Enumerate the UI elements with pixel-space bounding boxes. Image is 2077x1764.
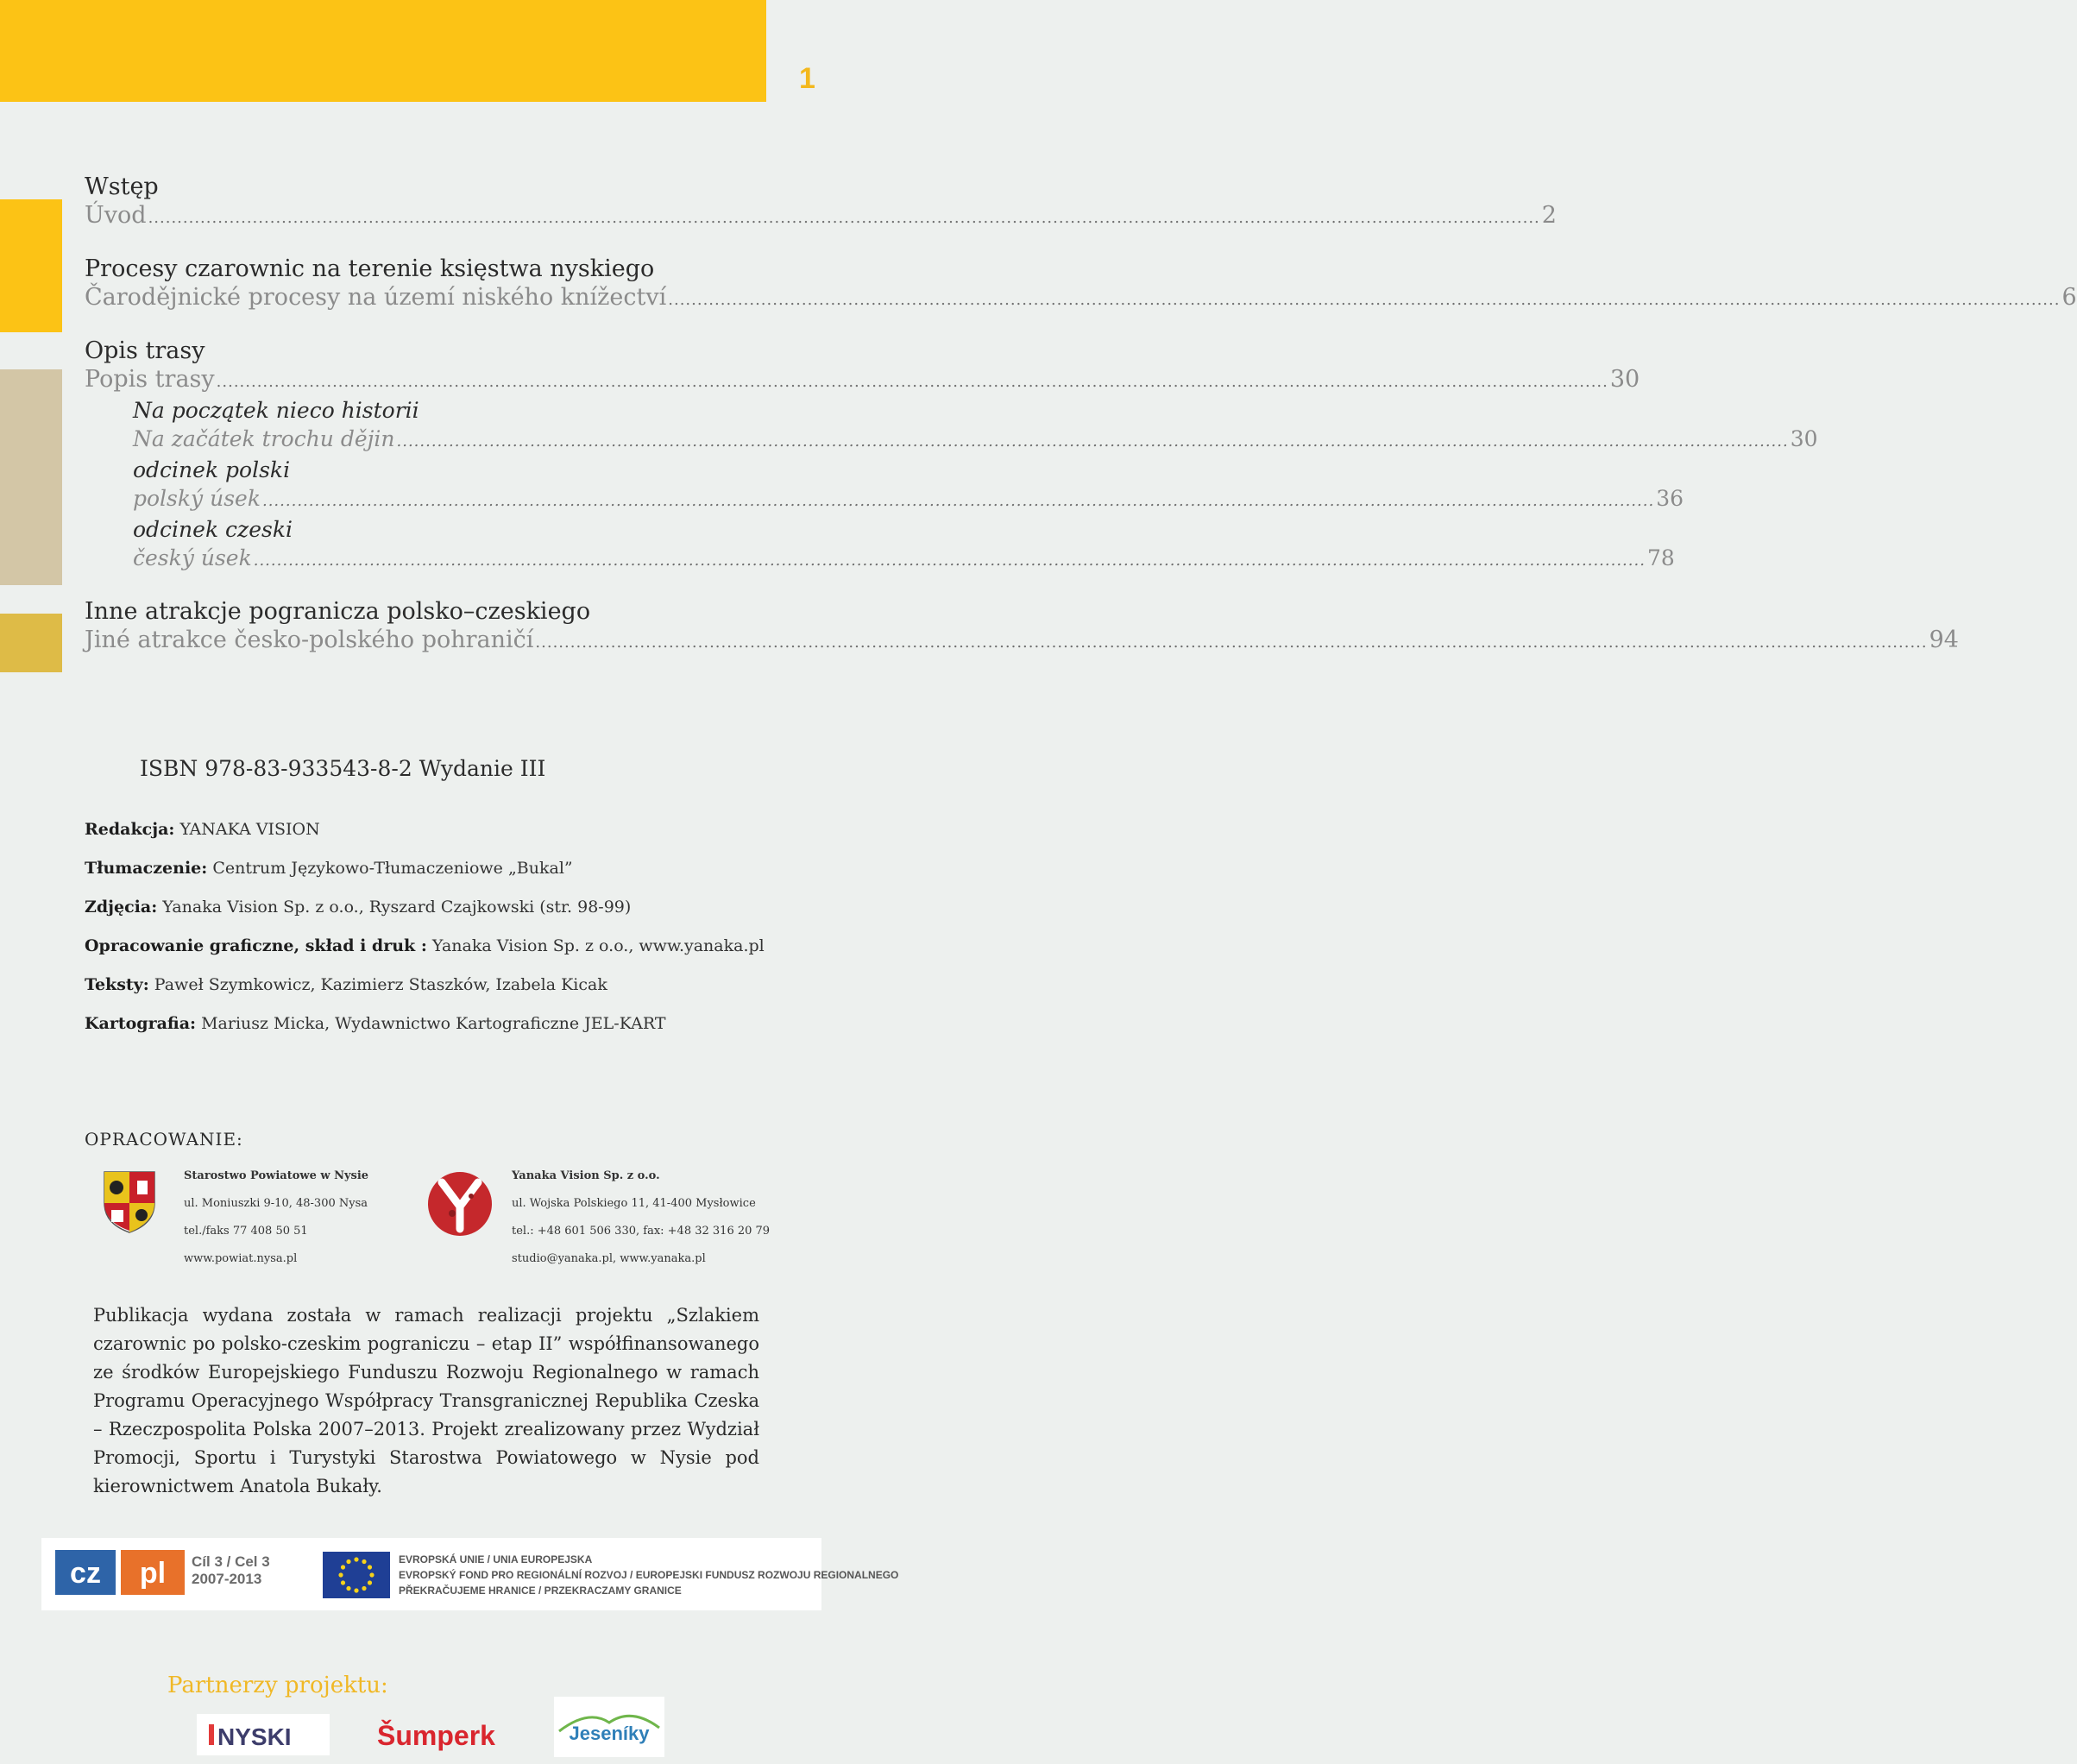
partner-name: Starostwo Powiatowe w Nysie <box>184 1169 369 1182</box>
toc-subentry[interactable] <box>133 515 1675 575</box>
coat-of-arms-icon <box>101 1169 158 1234</box>
czpl-logo-pl: pl <box>139 1557 167 1590</box>
toc-title-pl: Wstęp <box>85 173 159 200</box>
toc-page: 36 <box>1656 486 1684 511</box>
toc-subtitle-cz-row <box>133 425 1818 456</box>
partner-yanaka <box>512 1162 770 1273</box>
partner-phone: tel./faks 77 408 50 51 <box>184 1225 308 1238</box>
toc-page: 78 <box>1646 545 1675 570</box>
cil-line: Cíl 3 / Cel 3 <box>192 1553 270 1570</box>
toc-title-pl: Inne atrakcje pogranicza polsko–czeskiego <box>85 598 591 625</box>
toc-subentry[interactable] <box>133 456 1684 515</box>
credit-value: Centrum Językowo-Tłumaczeniowe „Bukal” <box>212 859 573 878</box>
toc-leader <box>217 368 1608 396</box>
credit-row <box>85 855 775 894</box>
toc-entry[interactable] <box>85 173 1557 232</box>
toc-subtitle-pl: odcinek czeski <box>133 517 293 542</box>
partner-address: ul. Moniuszki 9-10, 48-300 Nysa <box>184 1197 368 1210</box>
partner-starostwo <box>184 1162 368 1273</box>
toc-page: 30 <box>1609 366 1640 393</box>
publication-note: Publikacja wydana została w ramach realizacji projektu „Szlakiem czarownic po polsko-czeskim pograniczu – etap II” współfinansowanego ze środków Europejskiego Funduszu Rozwoju Regionalnego w ramach Programu Operacyjnego Współpracy Transgranicznej Republika Czeska – Rzeczpospolita Polska 2007–2013. Projekt zrealizowany przez Wydział Promocji, Sportu i Turystyki Starostwa Powiatowego w Nysie pod kierownictwem Anatola Bukały. <box>93 1305 759 1496</box>
toc-leader <box>254 546 1646 575</box>
isbn-line: ISBN 978-83-933543-8-2 Wydanie III <box>140 756 546 781</box>
toc-title-cz-row <box>85 283 2077 314</box>
credits-list <box>85 816 775 1049</box>
toc-title-cz: Čarodějnické procesy na území niského knížectví <box>85 284 667 311</box>
credit-value: Paweł Szymkowicz, Kazimierz Staszków, Izabela Kicak <box>154 975 607 994</box>
sumperk-logo-icon <box>375 1714 496 1755</box>
partner-phone: tel.: +48 601 506 330, fax: +48 32 316 20 79 <box>512 1225 771 1238</box>
powiat-nyski-logo-icon <box>197 1714 330 1755</box>
credit-row <box>85 894 775 933</box>
toc-subtitle-cz: Na začátek trochu dějin <box>133 426 395 451</box>
table-of-contents <box>85 173 2077 679</box>
toc-subtitle-cz: polský úsek <box>133 486 261 511</box>
partner-name: Yanaka Vision Sp. z o.o. <box>512 1169 660 1182</box>
eu-flag-icon <box>323 1552 390 1598</box>
jeseniky-logo-text: Jeseníky <box>569 1723 650 1744</box>
toc-subtitle-pl: Na początek nieco historii <box>133 398 419 423</box>
toc-subtitle-cz-row <box>133 544 1675 575</box>
cil-years: 2007-2013 <box>192 1571 262 1587</box>
side-color-block-beige <box>0 369 62 585</box>
toc-title-cz-row <box>85 626 1959 657</box>
nyski-logo-text: NYSKI <box>217 1723 292 1750</box>
toc-leader <box>148 204 1540 232</box>
toc-subtitle-cz: český úsek <box>133 545 252 570</box>
toc-leader <box>535 628 1927 657</box>
toc-subtitle-cz-row <box>133 484 1684 515</box>
toc-title-cz-row <box>85 365 1640 396</box>
toc-title-cz: Jiné atrakce česko-polského pohraničí <box>85 627 534 653</box>
czpl-logo-cz: cz <box>70 1557 101 1590</box>
toc-leader <box>397 427 1789 456</box>
credit-label: Kartografia: <box>85 1014 197 1033</box>
credit-value: YANAKA VISION <box>179 820 320 839</box>
top-color-bar <box>0 0 766 102</box>
opracowanie-heading: OPRACOWANIE: <box>85 1129 243 1150</box>
side-color-block-mustard <box>0 614 62 672</box>
credit-row <box>85 1011 775 1049</box>
page-number: 1 <box>799 62 815 95</box>
partner-website[interactable]: studio@yanaka.pl, www.yanaka.pl <box>512 1252 706 1265</box>
credit-value: Yanaka Vision Sp. z o.o., www.yanaka.pl <box>431 936 765 955</box>
toc-entry[interactable] <box>85 255 2077 314</box>
toc-leader <box>668 286 2060 314</box>
toc-page: 6 <box>2061 284 2077 311</box>
jeseniky-logo-icon <box>554 1697 664 1757</box>
cil-label <box>192 1553 270 1588</box>
toc-page: 2 <box>1541 202 1557 229</box>
toc-entry[interactable] <box>85 337 1640 396</box>
toc-title-cz-row <box>85 201 1557 232</box>
toc-title-pl: Procesy czarownic na terenie księstwa nyskiego <box>85 255 655 282</box>
credit-label: Tłumaczenie: <box>85 859 208 878</box>
toc-title-cz: Úvod <box>85 202 147 229</box>
toc-entry[interactable] <box>85 597 1959 657</box>
credit-label: Zdjęcia: <box>85 898 158 917</box>
toc-subtitle-pl: odcinek polski <box>133 457 291 482</box>
partners-heading: Partnerzy projektu: <box>167 1673 388 1698</box>
eu-motto-line: PŘEKRAČUJEME HRANICE / PRZEKRACZAMY GRANICE <box>399 1584 682 1597</box>
credit-row <box>85 933 775 972</box>
credit-row <box>85 816 775 855</box>
credit-label: Teksty: <box>85 975 149 994</box>
yanaka-logo-icon <box>426 1170 494 1238</box>
toc-title-cz: Popis trasy <box>85 366 215 393</box>
toc-subentry[interactable] <box>133 396 1818 456</box>
credit-row <box>85 972 775 1011</box>
partner-address: ul. Wojska Polskiego 11, 41-400 Mysłowice <box>512 1197 756 1210</box>
eu-fund-line: EVROPSKÝ FOND PRO REGIONÁLNÍ ROZVOJ / EUROPEJSKI FUNDUSZ ROZWOJU REGIONALNEGO <box>399 1569 899 1581</box>
czpl-logo-icon <box>55 1550 185 1595</box>
partner-website[interactable]: www.powiat.nysa.pl <box>184 1252 298 1265</box>
side-color-block-yellow <box>0 199 62 332</box>
sumperk-logo-text: Šumperk <box>377 1720 495 1751</box>
credit-value: Yanaka Vision Sp. z o.o., Ryszard Czajkowski (str. 98-99) <box>162 898 632 917</box>
credit-label: Opracowanie graficzne, skład i druk : <box>85 936 427 955</box>
toc-title-pl: Opis trasy <box>85 337 205 364</box>
toc-page: 30 <box>1790 426 1818 451</box>
credit-value: Mariusz Micka, Wydawnictwo Kartograficzne JEL-KART <box>201 1014 666 1033</box>
eu-union-line: EVROPSKÁ UNIE / UNIA EUROPEJSKA <box>399 1553 593 1566</box>
toc-leader <box>262 487 1654 515</box>
credit-label: Redakcja: <box>85 820 175 839</box>
toc-page: 94 <box>1929 627 1959 653</box>
eu-fund-text <box>399 1552 898 1598</box>
